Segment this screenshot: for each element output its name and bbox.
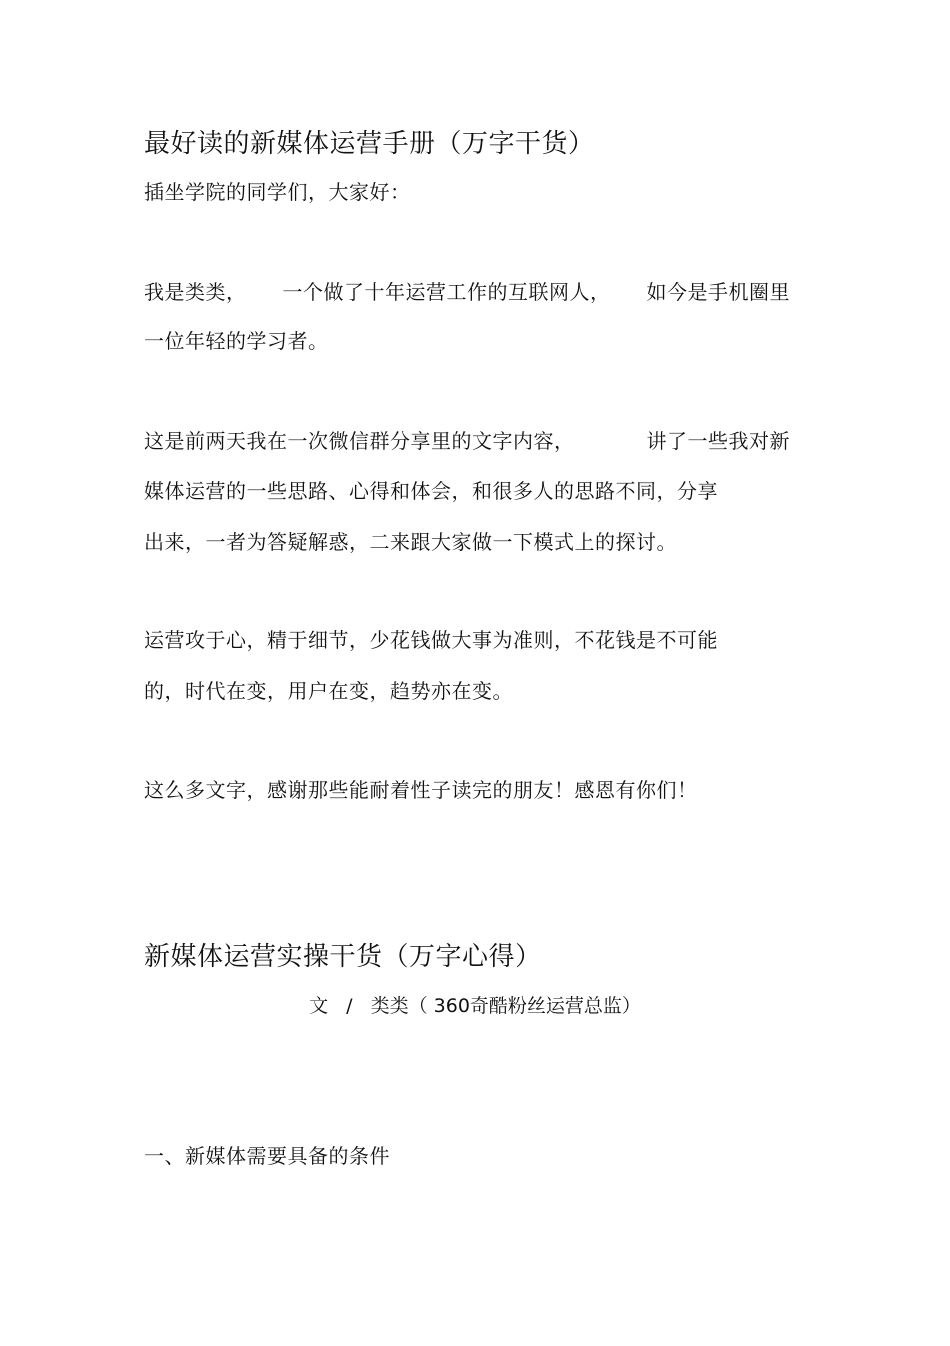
section-title: 新媒体运营实操干货（万字心得） xyxy=(144,942,542,972)
paragraph-3-line-2: 的，时代在变，用户在变，趋势亦在变。 xyxy=(144,679,513,703)
text-fragment: 一个做了十年运营工作的互联网人， xyxy=(282,280,611,304)
paragraph-2-line-3: 出来，一者为答疑解惑，二来跟大家做一下模式上的探讨。 xyxy=(144,530,677,554)
text-fragment: 讲了一些我对新 xyxy=(646,429,790,453)
text-fragment: 如今是手机圈里 xyxy=(646,280,790,304)
paragraph-2-line-2: 媒体运营的一些思路、心得和体会，和很多人的思路不同，分享 xyxy=(144,479,718,503)
byline xyxy=(0,993,950,1019)
byline-author: 类类（ xyxy=(370,995,428,1017)
byline-separator: / xyxy=(346,995,353,1017)
paragraph-4: 这么多文字，感谢那些能耐着性子读完的朋友！感恩有你们！ xyxy=(144,778,698,802)
paragraph-1-line-2: 一位年轻的学习者。 xyxy=(144,329,329,353)
byline-prefix: 文 xyxy=(309,995,329,1017)
byline-role: 360奇酷粉丝运营总监） xyxy=(433,995,641,1017)
paragraph-1-line-1 xyxy=(144,279,790,305)
section-heading-1: 一、新媒体需要具备的条件 xyxy=(144,1144,390,1168)
text-fragment: 我是类类， xyxy=(144,280,247,304)
paragraph-3-line-1: 运营攻于心，精于细节，少花钱做大事为准则，不花钱是不可能 xyxy=(144,628,718,652)
greeting-line: 插坐学院的同学们，大家好： xyxy=(144,180,411,204)
paragraph-2-line-1 xyxy=(144,428,790,454)
text-fragment: 这是前两天我在一次微信群分享里的文字内容， xyxy=(144,429,575,453)
document-title: 最好读的新媒体运营手册（万字干货） xyxy=(144,129,595,159)
